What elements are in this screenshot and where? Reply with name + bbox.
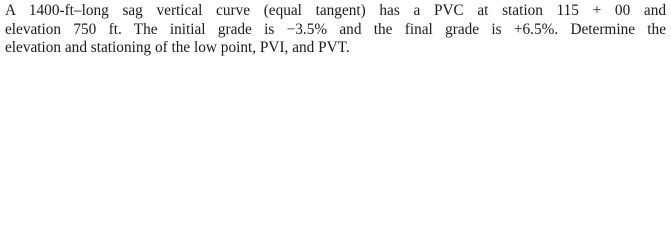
- problem-text-line-1: A 1400-ft–long sag vertical curve (equal tangent) has a PVC at station 115 + 00 and: [5, 2, 666, 19]
- problem-text-line-2: elevation 750 ft. The initial grade is −3.5% and the final grade is +6.5%. Determine the: [5, 20, 666, 38]
- problem-statement: [0, 0, 671, 65]
- problem-text-line-3: elevation and stationing of the low point, PVI, and PVT.: [5, 39, 350, 56]
